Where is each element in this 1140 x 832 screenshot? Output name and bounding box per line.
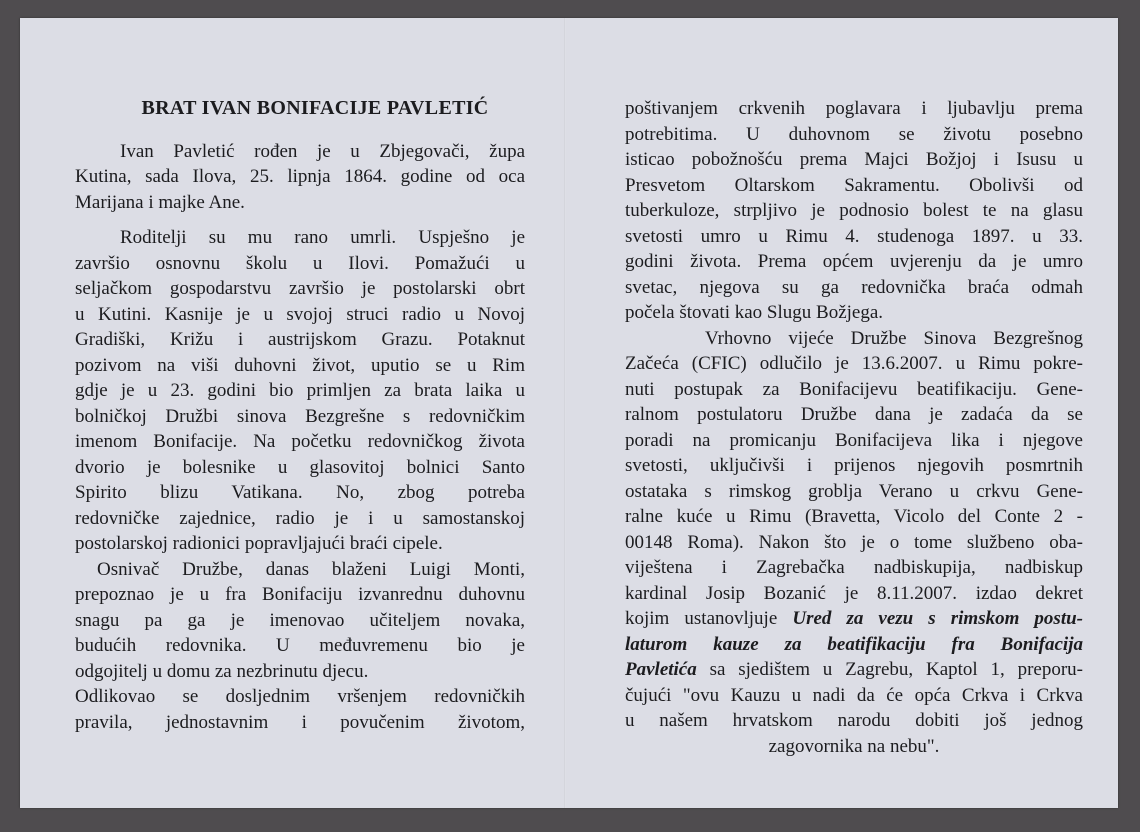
text-line: svetosti, uključivši i prijenos njegovih posmrtnih bbox=[625, 455, 1083, 476]
right-column bbox=[625, 96, 1083, 759]
text-line: postolarskoj radionici popravljajući braći cipele. bbox=[75, 533, 443, 554]
text-line: seljačkom gospodarstvu završio je postolarski obrt bbox=[75, 278, 525, 299]
text-line: počela štovati kao Slugu Božjega. bbox=[625, 302, 884, 323]
text-line: budućih redovnika. U međuvremenu bio je bbox=[75, 635, 525, 656]
text-line: poradi na promicanju Bonifacijeva lika i njegove bbox=[625, 429, 1083, 451]
text-line: 00148 Roma). Nakon što je o tome službeno oba- bbox=[625, 531, 1083, 553]
text-line: u Kutini. Kasnije je u svojoj struci radio u Novoj bbox=[75, 303, 525, 325]
text-line: snagu pa ga je imenovao učiteljem novaka, bbox=[75, 609, 525, 631]
office-name-emphasis: laturom kauze za beatifikaciju fra Bonifacija bbox=[625, 633, 1083, 655]
office-name-emphasis: Ured za vezu s rimskom postu- bbox=[792, 608, 1084, 629]
text-line: bolničkoj Družbi sinova Bezgrešne s redovničkim bbox=[75, 405, 525, 427]
text-line: viještena i Zagrebačka nadbiskupija, nadbiskup bbox=[625, 557, 1083, 578]
text-line: ralne kuće u Rimu (Bravetta, Vicolo del Conte 2 - bbox=[625, 506, 1083, 527]
office-name-emphasis: Pavletića bbox=[625, 659, 697, 680]
text-line: zagovornika na nebu". bbox=[768, 735, 940, 757]
document-title: BRAT IVAN BONIFACIJE PAVLETIĆ bbox=[141, 97, 489, 119]
text-line: Vrhovno vijeće Družbe Sinova Bezgrešnog bbox=[705, 327, 1083, 349]
text-line: redovničke zajednice, radio je i u samostanskoj bbox=[75, 507, 525, 529]
text-line: gdje je u 23. godini bio primljen za brata laika u bbox=[75, 380, 525, 401]
text-line: Roditelji su mu rano umrli. Uspješno je bbox=[120, 227, 525, 248]
text-line: Marijana i majke Ane. bbox=[75, 191, 245, 213]
text-fragment: sa sjedištem u Zagrebu, Kaptol 1, preporu- bbox=[709, 659, 1084, 680]
text-line: pozivom na viši duhovni život, uputio se u Rim bbox=[75, 354, 525, 376]
text-line: ostataka s rimskog groblja Verano u crkvu Gene- bbox=[625, 480, 1083, 502]
text-line: prepoznao je u fra Bonifaciju izvanrednu duhovnu bbox=[75, 584, 525, 605]
text-line: ralnom postulatoru Družbe dana je zadaća da se bbox=[625, 404, 1083, 425]
text-line: godini života. Prema općem uvjerenju da je umro bbox=[625, 251, 1083, 272]
text-line: imenom Bonifacije. Na početku redovničkog života bbox=[75, 431, 525, 452]
text-line bbox=[625, 606, 1083, 632]
text-line: Spirito blizu Vatikana. No, zbog potreba bbox=[75, 482, 525, 503]
text-line: Osnivač Družbe, danas blaženi Luigi Monti, bbox=[97, 558, 525, 580]
text-line: odgojitelj u domu za nezbrinutu djecu. bbox=[75, 660, 369, 682]
text-line: poštivanjem crkvenih poglavara i ljubavlju prema bbox=[625, 98, 1083, 119]
text-line: u našem hrvatskom narodu dobiti još jednog bbox=[625, 710, 1083, 731]
text-line: završio osnovnu školu u Ilovi. Pomažući u bbox=[75, 252, 525, 274]
left-column bbox=[75, 96, 525, 735]
text-line: Gradiški, Križu i austrijskom Grazu. Potaknut bbox=[75, 329, 525, 350]
text-line: Začeća (CFIC) odlučilo je 13.6.2007. u Rimu pokre- bbox=[625, 353, 1083, 374]
text-line: pravila, jednostavnim i povučenim životom, bbox=[75, 711, 525, 733]
text-line: Kutina, sada Ilova, 25. lipnja 1864. godine od oca bbox=[75, 166, 525, 187]
text-line bbox=[625, 657, 1083, 683]
text-line: tuberkuloze, strpljivo je podnosio bolest te na glasu bbox=[625, 200, 1083, 221]
text-line: nuti postupak za Bonifacijevu beatifikaciju. Gene- bbox=[625, 378, 1083, 400]
text-line: kardinal Josip Bozanić je 8.11.2007. izdao dekret bbox=[625, 582, 1083, 604]
text-line: svetac, njegova su ga redovnička braća odmah bbox=[625, 276, 1083, 298]
text-line: dvorio je bolesnike u glasovitoj bolnici Santo bbox=[75, 456, 525, 478]
text-line: Ivan Pavletić rođen je u Zbjegovači, župa bbox=[120, 140, 525, 162]
text-line: potrebitima. U duhovnom se životu posebno bbox=[625, 123, 1083, 145]
text-line: čujući "ovu Kauzu u nadi da će opća Crkva i Crkva bbox=[625, 684, 1083, 706]
center-fold bbox=[564, 18, 566, 808]
text-line: Odlikovao se dosljednim vršenjem redovničkih bbox=[75, 686, 525, 707]
text-line: Presvetom Oltarskom Sakramentu. Obolivši od bbox=[625, 174, 1083, 196]
text-line: isticao pobožnošću prema Majci Božjoj i Isusu u bbox=[625, 149, 1083, 170]
text-fragment: kojim ustanovljuje bbox=[625, 608, 778, 629]
prayer-card-sheet bbox=[20, 18, 1118, 808]
text-line: svetosti umro u Rimu 4. studenoga 1897. u 33. bbox=[625, 225, 1083, 247]
text-line bbox=[625, 632, 1083, 658]
